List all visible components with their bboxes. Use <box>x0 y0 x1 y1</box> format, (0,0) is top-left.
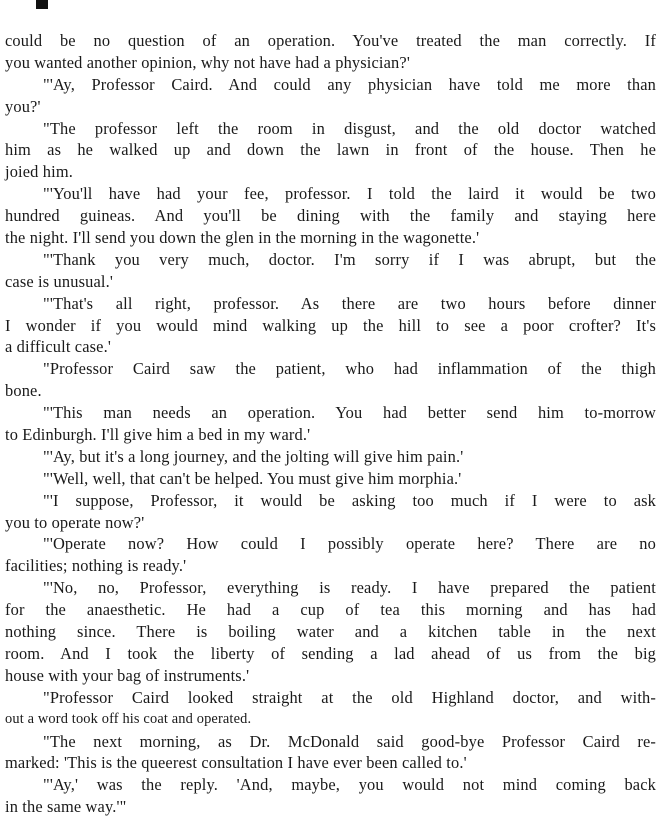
text-line: for the anaesthetic. He had a cup of tea this morning and has had <box>5 600 656 620</box>
text-line: you?' <box>5 96 41 116</box>
text-line: marked: 'This is the queerest consultation I have ever been called to.' <box>5 753 467 773</box>
text-line: nothing since. There is boiling water and a kitchen table in the next <box>5 622 656 642</box>
text-line: in the same way.'" <box>5 797 127 817</box>
text-line: I wonder if you would mind walking up the hill to see a poor crofter? It's <box>5 315 656 335</box>
text-line: "'Operate now? How could I possibly operate here? There are no <box>43 534 656 554</box>
text-line: bone. <box>5 381 42 401</box>
text-line: "'Ay, Professor Caird. And could any physician have told me more than <box>43 74 656 94</box>
text-line: you to operate now?' <box>5 512 145 532</box>
text-line: hundred guineas. And you'll be dining with the family and staying here <box>5 206 656 226</box>
text-line: "'You'll have had your fee, professor. I told the laird it would be two <box>43 184 656 204</box>
text-line: you wanted another opinion, why not have had a physician?' <box>5 52 410 72</box>
text-line: case is unusual.' <box>5 271 113 291</box>
text-line: "'Ay, but it's a long journey, and the jolting will give him pain.' <box>43 446 464 466</box>
text-line: house with your bag of instruments.' <box>5 665 250 685</box>
text-line: "The next morning, as Dr. McDonald said good-bye Professor Caird re- <box>43 731 656 751</box>
text-line: "'Ay,' was the reply. 'And, maybe, you would not mind coming back <box>43 775 656 795</box>
text-line: the night. I'll send you down the glen in the morning in the wagonette.' <box>5 228 480 248</box>
text-line: out a word took off his coat and operated. <box>5 710 252 727</box>
text-line: "Professor Caird looked straight at the old Highland doctor, and with- <box>43 687 656 707</box>
text-line: "'This man needs an operation. You had better send him to-morrow <box>43 403 656 423</box>
text-line: room. And I took the liberty of sending a lad ahead of us from the big <box>5 643 656 663</box>
text-line: him as he walked up and down the lawn in front of the house. Then he <box>5 140 656 160</box>
text-line: "'Well, well, that can't be helped. You must give him morphia.' <box>43 468 462 488</box>
text-line: "'That's all right, professor. As there are two hours before dinner <box>43 293 656 313</box>
text-line: could be no question of an operation. You've treated the man correctly. If <box>5 31 656 50</box>
text-line: joied him. <box>5 162 73 182</box>
text-line: "'Thank you very much, doctor. I'm sorry if I was abrupt, but the <box>43 249 656 269</box>
text-line: "The professor left the room in disgust, and the old doctor watched <box>43 118 656 138</box>
text-line: "'No, no, Professor, everything is ready. I have prepared the patient <box>43 578 656 598</box>
text-line: to Edinburgh. I'll give him a bed in my ward.' <box>5 425 311 445</box>
text-line: a difficult case.' <box>5 337 111 357</box>
printing-mark <box>36 0 48 9</box>
text-line: "'I suppose, Professor, it would be asking too much if I were to ask <box>43 490 656 510</box>
document-text <box>5 30 656 818</box>
text-line: facilities; nothing is ready.' <box>5 556 187 576</box>
text-line: "Professor Caird saw the patient, who had inflammation of the thigh <box>43 359 656 379</box>
